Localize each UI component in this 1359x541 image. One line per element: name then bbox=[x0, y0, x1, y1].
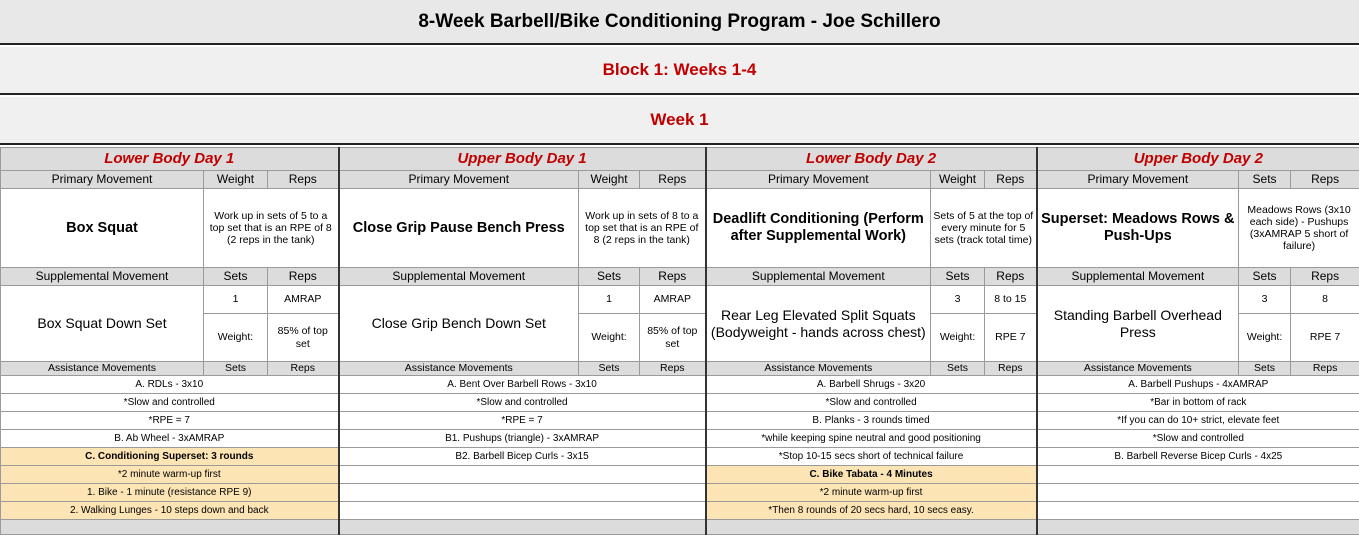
col-header: Assistance Movements bbox=[1037, 362, 1239, 376]
primary-movement: Superset: Meadows Rows & Push-Ups bbox=[1037, 189, 1239, 268]
assistance-header-row bbox=[1, 362, 1359, 376]
col-header: Reps bbox=[268, 362, 339, 376]
col-header: Reps bbox=[640, 171, 706, 189]
primary-row bbox=[1, 189, 1359, 268]
assistance-cell: *RPE = 7 bbox=[339, 412, 706, 430]
weight-value: RPE 7 bbox=[1291, 314, 1359, 362]
col-header: Sets bbox=[931, 268, 985, 286]
col-header: Assistance Movements bbox=[339, 362, 579, 376]
empty-cell bbox=[706, 520, 1037, 535]
col-header: Primary Movement bbox=[1, 171, 204, 189]
assistance-row bbox=[1, 448, 1359, 466]
col-header: Reps bbox=[985, 362, 1037, 376]
empty-cell bbox=[1037, 520, 1359, 535]
supplemental-sets: 3 bbox=[1239, 286, 1291, 314]
col-header: Reps bbox=[640, 362, 706, 376]
col-header: Reps bbox=[985, 171, 1037, 189]
week-header: Week 1 bbox=[0, 97, 1359, 145]
primary-movement: Close Grip Pause Bench Press bbox=[339, 189, 579, 268]
col-header: Reps bbox=[985, 268, 1037, 286]
assistance-cell: *Slow and controlled bbox=[706, 394, 1037, 412]
assistance-cell: *Slow and controlled bbox=[339, 394, 706, 412]
assistance-cell: A. Barbell Shrugs - 3x20 bbox=[706, 376, 1037, 394]
col-header: Primary Movement bbox=[706, 171, 931, 189]
supplemental-movement: Close Grip Bench Down Set bbox=[339, 286, 579, 362]
col-header: Sets bbox=[1239, 362, 1291, 376]
weight-label: Weight: bbox=[1239, 314, 1291, 362]
assistance-cell: *while keeping spine neutral and good positioning bbox=[706, 430, 1037, 448]
supplemental-reps: 8 bbox=[1291, 286, 1359, 314]
assistance-cell bbox=[1037, 484, 1359, 502]
col-header: Reps bbox=[1291, 171, 1359, 189]
col-header: Supplemental Movement bbox=[706, 268, 931, 286]
col-header: Supplemental Movement bbox=[339, 268, 579, 286]
supplemental-sets: 1 bbox=[204, 286, 268, 314]
assistance-cell: *If you can do 10+ strict, elevate feet bbox=[1037, 412, 1359, 430]
assistance-cell: *RPE = 7 bbox=[1, 412, 339, 430]
col-header: Reps bbox=[268, 171, 339, 189]
primary-detail: Sets of 5 at the top of every minute for 5 sets (track total time) bbox=[931, 189, 1037, 268]
primary-header-row bbox=[1, 171, 1359, 189]
supplemental-header-row bbox=[1, 268, 1359, 286]
assistance-row bbox=[1, 376, 1359, 394]
assistance-cell: B. Planks - 3 rounds timed bbox=[706, 412, 1037, 430]
supplemental-movement: Standing Barbell Overhead Press bbox=[1037, 286, 1239, 362]
assistance-cell: B. Ab Wheel - 3xAMRAP bbox=[1, 430, 339, 448]
supplemental-reps: AMRAP bbox=[640, 286, 706, 314]
assistance-row bbox=[1, 430, 1359, 448]
day-header-row bbox=[1, 148, 1359, 171]
week-grid bbox=[0, 147, 1359, 535]
footer-row bbox=[1, 520, 1359, 535]
col-header: Sets bbox=[204, 362, 268, 376]
primary-movement: Deadlift Conditioning (Perform after Supplemental Work) bbox=[706, 189, 931, 268]
col-header: Weight bbox=[579, 171, 640, 189]
assistance-cell bbox=[339, 502, 706, 520]
block-header: Block 1: Weeks 1-4 bbox=[0, 47, 1359, 95]
col-header: Sets bbox=[1239, 171, 1291, 189]
supplemental-reps: 8 to 15 bbox=[985, 286, 1037, 314]
assistance-cell: C. Bike Tabata - 4 Minutes bbox=[706, 466, 1037, 484]
supplemental-reps: AMRAP bbox=[268, 286, 339, 314]
assistance-row bbox=[1, 412, 1359, 430]
assistance-cell: A. Barbell Pushups - 4xAMRAP bbox=[1037, 376, 1359, 394]
assistance-cell: *Slow and controlled bbox=[1037, 430, 1359, 448]
col-header: Reps bbox=[640, 268, 706, 286]
program-title: 8-Week Barbell/Bike Conditioning Program - Joe Schillero bbox=[0, 0, 1359, 45]
assistance-row bbox=[1, 484, 1359, 502]
day-title: Lower Body Day 2 bbox=[706, 148, 1037, 171]
assistance-cell: *Then 8 rounds of 20 secs hard, 10 secs easy. bbox=[706, 502, 1037, 520]
col-header: Sets bbox=[1239, 268, 1291, 286]
assistance-cell: *Bar in bottom of rack bbox=[1037, 394, 1359, 412]
assistance-cell: 1. Bike - 1 minute (resistance RPE 9) bbox=[1, 484, 339, 502]
col-header: Supplemental Movement bbox=[1, 268, 204, 286]
weight-value: 85% of top set bbox=[640, 314, 706, 362]
primary-detail: Meadows Rows (3x10 each side) - Pushups (3xAMRAP 5 short of failure) bbox=[1239, 189, 1359, 268]
assistance-cell: B1. Pushups (triangle) - 3xAMRAP bbox=[339, 430, 706, 448]
col-header: Weight bbox=[931, 171, 985, 189]
assistance-cell: *2 minute warm-up first bbox=[706, 484, 1037, 502]
assistance-cell: 2. Walking Lunges - 10 steps down and back bbox=[1, 502, 339, 520]
assistance-cell bbox=[1037, 466, 1359, 484]
col-header: Sets bbox=[204, 268, 268, 286]
empty-cell bbox=[339, 520, 706, 535]
supplemental-sets: 1 bbox=[579, 286, 640, 314]
assistance-row bbox=[1, 502, 1359, 520]
col-header: Assistance Movements bbox=[1, 362, 204, 376]
assistance-cell: *Slow and controlled bbox=[1, 394, 339, 412]
col-header: Primary Movement bbox=[1037, 171, 1239, 189]
weight-value: 85% of top set bbox=[268, 314, 339, 362]
assistance-cell bbox=[339, 484, 706, 502]
supplemental-movement: Rear Leg Elevated Split Squats (Bodyweight - hands across chest) bbox=[706, 286, 931, 362]
assistance-cell bbox=[1037, 502, 1359, 520]
col-header: Reps bbox=[1291, 268, 1359, 286]
day-title: Upper Body Day 2 bbox=[1037, 148, 1359, 171]
weight-label: Weight: bbox=[579, 314, 640, 362]
assistance-cell: A. RDLs - 3x10 bbox=[1, 376, 339, 394]
day-title: Lower Body Day 1 bbox=[1, 148, 339, 171]
col-header: Assistance Movements bbox=[706, 362, 931, 376]
col-header: Weight bbox=[204, 171, 268, 189]
assistance-cell: C. Conditioning Superset: 3 rounds bbox=[1, 448, 339, 466]
assistance-cell: B. Barbell Reverse Bicep Curls - 4x25 bbox=[1037, 448, 1359, 466]
supplemental-sets: 3 bbox=[931, 286, 985, 314]
supplemental-movement: Box Squat Down Set bbox=[1, 286, 204, 362]
col-header: Supplemental Movement bbox=[1037, 268, 1239, 286]
day-title: Upper Body Day 1 bbox=[339, 148, 706, 171]
assistance-cell: *2 minute warm-up first bbox=[1, 466, 339, 484]
assistance-cell: B2. Barbell Bicep Curls - 3x15 bbox=[339, 448, 706, 466]
weight-label: Weight: bbox=[931, 314, 985, 362]
col-header: Reps bbox=[1291, 362, 1359, 376]
supplemental-row bbox=[1, 286, 1359, 314]
col-header: Sets bbox=[579, 268, 640, 286]
weight-value: RPE 7 bbox=[985, 314, 1037, 362]
primary-movement: Box Squat bbox=[1, 189, 204, 268]
assistance-cell: *Stop 10-15 secs short of technical failure bbox=[706, 448, 1037, 466]
assistance-cell bbox=[339, 466, 706, 484]
primary-detail: Work up in sets of 5 to a top set that is an RPE of 8 (2 reps in the tank) bbox=[204, 189, 339, 268]
col-header: Sets bbox=[579, 362, 640, 376]
col-header: Primary Movement bbox=[339, 171, 579, 189]
col-header: Sets bbox=[931, 362, 985, 376]
assistance-cell: A. Bent Over Barbell Rows - 3x10 bbox=[339, 376, 706, 394]
col-header: Reps bbox=[268, 268, 339, 286]
primary-detail: Work up in sets of 8 to a top set that is an RPE of 8 (2 reps in the tank) bbox=[579, 189, 706, 268]
assistance-row bbox=[1, 394, 1359, 412]
assistance-row bbox=[1, 466, 1359, 484]
empty-cell bbox=[1, 520, 339, 535]
weight-label: Weight: bbox=[204, 314, 268, 362]
